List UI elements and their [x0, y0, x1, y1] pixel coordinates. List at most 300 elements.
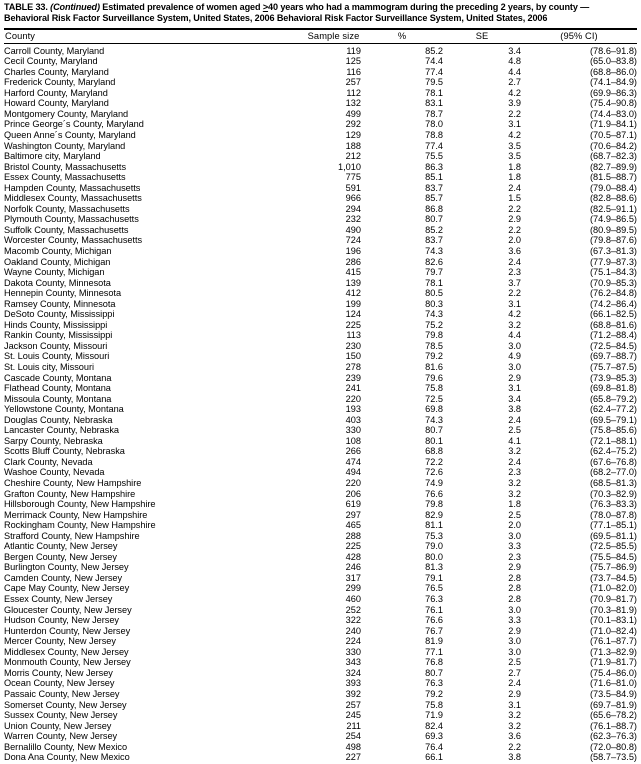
cell-county: Warren County, New Jersey: [4, 731, 118, 742]
cell-county: Wayne County, Michigan: [4, 267, 105, 278]
cell-ci: (76.1–88.7): [590, 720, 637, 731]
cell-county: Clark County, Nevada: [4, 456, 93, 467]
table-row: [4, 478, 637, 489]
cell-se: 3.2: [508, 446, 521, 457]
cell-se: 2.7: [508, 667, 521, 678]
table-row: [4, 731, 637, 742]
table-title: [4, 2, 637, 25]
cell-county: Cascade County, Montana: [4, 372, 112, 383]
table-row: [4, 647, 637, 658]
cell-sample-size: 239: [345, 372, 361, 383]
cell-sample-size: 278: [345, 362, 361, 372]
cell-percent: 77.4: [425, 140, 443, 151]
cell-se: 2.8: [508, 583, 521, 594]
cell-sample-size: 116: [346, 66, 361, 77]
cell-percent: 72.2: [425, 456, 443, 467]
cell-se: 2.5: [508, 509, 521, 520]
table-row: [4, 415, 637, 426]
table-row: [4, 151, 637, 162]
cell-ci: (72.1–88.1): [590, 435, 637, 446]
cell-county: Atlantic County, New Jersey: [4, 541, 118, 552]
table-row: [4, 394, 637, 405]
cell-sample-size: 317: [345, 572, 361, 583]
cell-ci: (58.7–73.5): [590, 752, 637, 763]
prevalence-table: [4, 30, 637, 43]
cell-sample-size: 225: [345, 319, 361, 330]
cell-percent: 80.7: [425, 214, 443, 225]
cell-ci: (69.7–88.7): [590, 351, 637, 362]
cell-se: 3.0: [508, 646, 521, 657]
table-row: [4, 351, 637, 362]
cell-percent: 81.9: [425, 636, 443, 647]
table-row: [4, 700, 637, 711]
column-header-percent: %: [397, 30, 407, 41]
table-row: [4, 541, 637, 552]
cell-se: 2.9: [508, 562, 521, 573]
cell-county: Mercer County, New Jersey: [4, 636, 116, 647]
cell-se: 3.5: [508, 140, 521, 151]
cell-county: Cheshire County, New Hampshire: [4, 478, 142, 489]
cell-percent: 76.8: [425, 657, 443, 668]
cell-ci: (80.9–89.5): [590, 224, 637, 235]
cell-county: Bristol County, Massachusetts: [4, 161, 127, 172]
table-row: [4, 710, 637, 721]
cell-sample-size: 299: [345, 583, 361, 594]
table-row: [4, 130, 637, 141]
cell-se: 3.0: [508, 340, 521, 351]
cell-percent: 79.1: [425, 572, 443, 583]
table-row: [4, 67, 637, 78]
cell-sample-size: 211: [346, 720, 361, 731]
cell-se: 2.3: [508, 551, 521, 562]
cell-sample-size: 724: [345, 235, 361, 246]
cell-county: Merrimack County, New Hampshire: [4, 509, 148, 520]
table-row: [4, 636, 637, 647]
cell-ci: (78.6–91.8): [590, 45, 637, 56]
cell-ci: (77.1–85.1): [590, 520, 637, 531]
cell-ci: (81.5–88.7): [590, 172, 637, 183]
cell-ci: (71.9–81.7): [590, 657, 637, 668]
table-row: [4, 668, 637, 679]
cell-percent: 68.8: [425, 446, 443, 457]
cell-ci: (78.0–87.8): [590, 509, 637, 520]
table-row: [4, 56, 637, 67]
cell-percent: 69.8: [425, 404, 443, 415]
cell-percent: 78.1: [425, 87, 443, 98]
cell-se: 3.2: [508, 720, 521, 731]
cell-percent: 76.1: [425, 604, 443, 615]
cell-sample-size: 330: [345, 646, 361, 657]
table-row: [4, 362, 637, 373]
cell-ci: (73.9–85.3): [590, 372, 637, 383]
cell-percent: 76.7: [425, 625, 443, 636]
cell-percent: 72.6: [425, 467, 443, 478]
cell-ci: (77.9–87.3): [590, 256, 637, 267]
table-row: [4, 457, 637, 468]
table-header: [4, 30, 637, 43]
cell-se: 3.7: [508, 277, 521, 288]
cell-se: 1.8: [508, 499, 521, 510]
table-row: [4, 499, 637, 510]
table-row: [4, 510, 637, 521]
cell-percent: 79.8: [425, 499, 443, 510]
cell-percent: 77.4: [425, 66, 443, 77]
cell-ci: (75.1–84.3): [590, 267, 637, 278]
cell-ci: (68.2–77.0): [590, 467, 637, 478]
table-row: [4, 183, 637, 194]
cell-se: 3.4: [508, 393, 521, 404]
table-row: [4, 246, 637, 257]
cell-sample-size: 403: [345, 414, 361, 425]
cell-county: Bernalillo County, New Mexico: [4, 741, 128, 752]
cell-percent: 80.7: [425, 425, 443, 436]
cell-ci: (69.9–86.3): [590, 87, 637, 98]
cell-county: Macomb County, Michigan: [4, 245, 112, 256]
cell-ci: (75.7–87.5): [590, 362, 637, 372]
cell-sample-size: 150: [345, 351, 361, 362]
cell-se: 3.1: [508, 119, 521, 130]
table-row: [4, 489, 637, 500]
cell-county: Gloucester County, New Jersey: [4, 604, 132, 615]
cell-se: 2.8: [508, 594, 521, 605]
cell-county: St. Louis city, Missouri: [4, 362, 94, 372]
cell-county: Dona Ana County, New Mexico: [4, 752, 130, 763]
cell-county: Prince George´s County, Maryland: [4, 119, 144, 130]
table-row: [4, 88, 637, 99]
cell-ci: (73.5–84.9): [590, 688, 637, 699]
cell-sample-size: 193: [345, 404, 361, 415]
cell-se: 4.2: [508, 87, 521, 98]
cell-county: Howard County, Maryland: [4, 98, 109, 109]
cell-sample-size: 232: [345, 214, 361, 225]
cell-county: Hudson County, New Jersey: [4, 615, 119, 626]
table-row: [4, 98, 637, 109]
table-row: [4, 594, 637, 605]
cell-se: 3.0: [508, 362, 521, 372]
cell-county: Jackson County, Missouri: [4, 340, 108, 351]
cell-percent: 83.7: [425, 235, 443, 246]
cell-county: Monmouth County, New Jersey: [4, 657, 131, 668]
cell-percent: 78.0: [425, 119, 443, 130]
cell-se: 2.4: [508, 678, 521, 689]
cell-se: 2.9: [508, 625, 521, 636]
cell-county: Frederick County, Maryland: [4, 77, 116, 88]
cell-se: 3.0: [508, 530, 521, 541]
cell-sample-size: 212: [345, 151, 361, 162]
cell-sample-size: 775: [345, 172, 361, 183]
table-row: [4, 330, 637, 341]
table-row: [4, 267, 637, 278]
cell-county: Flathead County, Montana: [4, 383, 111, 394]
cell-county: Hinds County, Mississippi: [4, 319, 108, 330]
cell-percent: 75.2: [425, 319, 443, 330]
cell-sample-size: 465: [345, 520, 361, 531]
cell-county: Strafford County, New Hampshire: [4, 530, 140, 541]
cell-county: Camden County, New Jersey: [4, 572, 123, 583]
cell-percent: 74.3: [425, 309, 443, 320]
cell-se: 3.3: [508, 615, 521, 626]
cell-se: 4.1: [508, 435, 521, 446]
cell-percent: 74.4: [425, 56, 443, 67]
cell-county: Cecil County, Maryland: [4, 56, 98, 67]
cell-se: 2.4: [508, 256, 521, 267]
cell-sample-size: 245: [345, 710, 361, 721]
cell-ci: (75.7–86.9): [590, 562, 637, 573]
cell-se: 3.8: [508, 752, 521, 763]
table-body: [4, 46, 637, 763]
table-row: [4, 309, 637, 320]
table-row: [4, 605, 637, 616]
cell-ci: (62.4–75.2): [590, 446, 637, 457]
cell-sample-size: 224: [345, 636, 361, 647]
cell-percent: 82.6: [425, 256, 443, 267]
cell-county: Morris County, New Jersey: [4, 667, 113, 678]
cell-sample-size: 220: [345, 393, 361, 404]
cell-ci: (71.0–82.4): [590, 625, 637, 636]
cell-county: Bergen County, New Jersey: [4, 551, 117, 562]
cell-sample-size: 254: [345, 731, 361, 742]
column-header-county: County: [5, 30, 36, 41]
cell-percent: 74.9: [425, 478, 443, 489]
cell-ci: (69.7–81.9): [590, 699, 637, 710]
table-row: [4, 373, 637, 384]
cell-ci: (69.8–81.8): [590, 383, 637, 394]
cell-ci: (72.5–84.5): [590, 340, 637, 351]
cell-se: 3.1: [508, 699, 521, 710]
cell-ci: (62.3–76.3): [590, 731, 637, 742]
cell-ci: (72.0–80.8): [590, 741, 637, 752]
table-row: [4, 446, 637, 457]
cell-sample-size: 132: [345, 98, 361, 109]
cell-percent: 86.8: [425, 203, 443, 214]
cell-county: Ramsey County, Minnesota: [4, 298, 116, 309]
title-text-part2: 40 years who had a mammogram during the preceding 2 years, by county — Behavioral Risk Factor Surveillance System, United States, 2006 Behavioral Risk Factor Surveillance System, United States, 2006: [4, 2, 590, 24]
title-text-part1: Estimated prevalence of women aged: [102, 2, 263, 12]
cell-sample-size: 124: [345, 309, 361, 320]
cell-se: 1.5: [508, 193, 521, 204]
table-row: [4, 752, 637, 763]
cell-percent: 83.7: [425, 182, 443, 193]
table-row: [4, 172, 637, 183]
cell-percent: 85.7: [425, 193, 443, 204]
cell-county: Oakland County, Michigan: [4, 256, 111, 267]
cell-ci: (79.8–87.6): [590, 235, 637, 246]
cell-percent: 76.5: [425, 583, 443, 594]
cell-county: Plymouth County, Massachusetts: [4, 214, 139, 225]
cell-percent: 81.3: [425, 562, 443, 573]
cell-sample-size: 240: [345, 625, 361, 636]
table-row: [4, 404, 637, 415]
cell-ci: (69.5–79.1): [590, 414, 637, 425]
table-row: [4, 436, 637, 447]
cell-sample-size: 619: [345, 499, 361, 510]
table-row: [4, 742, 637, 753]
cell-county: Montgomery County, Maryland: [4, 108, 129, 119]
cell-sample-size: 112: [346, 87, 361, 98]
cell-county: Scotts Bluff County, Nebraska: [4, 446, 125, 457]
cell-sample-size: 188: [345, 140, 361, 151]
cell-percent: 82.9: [425, 509, 443, 520]
cell-county: Rockingham County, New Hampshire: [4, 520, 156, 531]
table-row: [4, 162, 637, 173]
cell-ci: (71.9–84.1): [590, 119, 637, 130]
column-header-ci: (95% CI): [560, 30, 598, 41]
cell-county: Essex County, New Jersey: [4, 594, 113, 605]
cell-sample-size: 330: [345, 425, 361, 436]
cell-county: Cape May County, New Jersey: [4, 583, 130, 594]
cell-ci: (67.3–81.3): [590, 245, 637, 256]
cell-se: 1.8: [508, 172, 521, 183]
cell-percent: 80.5: [425, 288, 443, 299]
table-row: [4, 531, 637, 542]
cell-percent: 74.3: [425, 414, 443, 425]
cell-ci: (68.5–81.3): [590, 478, 637, 489]
cell-sample-size: 490: [345, 224, 361, 235]
cell-se: 3.2: [508, 319, 521, 330]
cell-county: Charles County, Maryland: [4, 66, 109, 77]
cell-county: Hennepin County, Minnesota: [4, 288, 122, 299]
cell-county: Ocean County, New Jersey: [4, 678, 115, 689]
cell-county: Hunterdon County, New Jersey: [4, 625, 131, 636]
cell-sample-size: 322: [345, 615, 361, 626]
cell-sample-size: 119: [346, 45, 361, 56]
cell-county: Sussex County, New Jersey: [4, 710, 118, 721]
cell-county: Sarpy County, Nebraska: [4, 435, 103, 446]
cell-percent: 79.5: [425, 77, 443, 88]
cell-ci: (62.4–77.2): [590, 404, 637, 415]
cell-se: 2.4: [508, 414, 521, 425]
table-row: [4, 109, 637, 120]
cell-se: 3.0: [508, 604, 521, 615]
cell-sample-size: 292: [345, 119, 361, 130]
table-row: [4, 341, 637, 352]
cell-se: 2.2: [508, 288, 521, 299]
cell-se: 2.3: [508, 267, 521, 278]
cell-se: 3.8: [508, 404, 521, 415]
cell-percent: 76.6: [425, 488, 443, 499]
cell-se: 2.0: [508, 235, 521, 246]
table-row: [4, 214, 637, 225]
cell-sample-size: 460: [345, 594, 361, 605]
cell-se: 2.9: [508, 688, 521, 699]
cell-percent: 83.1: [425, 98, 443, 109]
cell-county: Essex County, Massachusetts: [4, 172, 126, 183]
cell-percent: 86.3: [425, 161, 443, 172]
cell-sample-size: 227: [345, 752, 361, 763]
cell-ci: (71.6–81.0): [590, 678, 637, 689]
cell-se: 2.9: [508, 214, 521, 225]
cell-ci: (70.1–83.1): [590, 615, 637, 626]
cell-se: 3.6: [508, 731, 521, 742]
cell-sample-size: 286: [345, 256, 361, 267]
cell-ci: (73.7–84.5): [590, 572, 637, 583]
cell-percent: 78.1: [425, 277, 443, 288]
table-row: [4, 383, 637, 394]
greater-equal-icon: >: [262, 2, 269, 12]
table-number: TABLE 33.: [4, 2, 48, 12]
cell-sample-size: 246: [345, 562, 361, 573]
cell-sample-size: 412: [345, 288, 361, 299]
cell-ci: (66.1–82.5): [590, 309, 637, 320]
cell-se: 4.4: [508, 330, 521, 341]
cell-percent: 80.1: [425, 435, 443, 446]
cell-se: 2.2: [508, 203, 521, 214]
table-row: [4, 425, 637, 436]
cell-county: Norfolk County, Massachusetts: [4, 203, 130, 214]
cell-sample-size: 230: [345, 340, 361, 351]
cell-ci: (71.3–82.9): [590, 646, 637, 657]
cell-county: Rankin County, Mississippi: [4, 330, 113, 341]
table-row: [4, 204, 637, 215]
cell-se: 2.2: [508, 108, 521, 119]
cell-sample-size: 297: [345, 509, 361, 520]
cell-percent: 76.6: [425, 615, 443, 626]
cell-percent: 74.3: [425, 245, 443, 256]
cell-se: 2.4: [508, 182, 521, 193]
cell-sample-size: 324: [345, 667, 361, 678]
cell-se: 3.2: [508, 478, 521, 489]
cell-se: 3.0: [508, 636, 521, 647]
table-row: [4, 721, 637, 732]
cell-percent: 79.8: [425, 330, 443, 341]
cell-percent: 78.7: [425, 108, 443, 119]
table-row: [4, 520, 637, 531]
cell-se: 4.4: [508, 66, 521, 77]
table-row: [4, 583, 637, 594]
cell-percent: 75.8: [425, 383, 443, 394]
cell-ci: (67.6–76.8): [590, 456, 637, 467]
table-row: [4, 141, 637, 152]
cell-percent: 79.0: [425, 541, 443, 552]
cell-ci: (71.2–88.4): [590, 330, 637, 341]
cell-ci: (71.0–82.0): [590, 583, 637, 594]
cell-percent: 75.8: [425, 699, 443, 710]
cell-se: 3.4: [508, 45, 521, 56]
cell-ci: (68.8–81.6): [590, 319, 637, 330]
cell-se: 4.2: [508, 309, 521, 320]
cell-county: Washoe County, Nevada: [4, 467, 105, 478]
cell-se: 3.1: [508, 298, 521, 309]
cell-ci: (76.1–87.7): [590, 636, 637, 647]
cell-percent: 66.1: [425, 752, 443, 763]
cell-se: 2.8: [508, 572, 521, 583]
cell-county: Dakota County, Minnesota: [4, 277, 111, 288]
cell-se: 4.2: [508, 129, 521, 140]
cell-ci: (75.4–86.0): [590, 667, 637, 678]
cell-sample-size: 196: [345, 245, 361, 256]
table-row: [4, 615, 637, 626]
cell-percent: 76.3: [425, 594, 443, 605]
cell-se: 4.9: [508, 351, 521, 362]
cell-county: DeSoto County, Mississippi: [4, 309, 115, 320]
cell-sample-size: 125: [345, 56, 361, 67]
cell-se: 3.6: [508, 245, 521, 256]
cell-county: Harford County, Maryland: [4, 87, 108, 98]
cell-county: Douglas County, Nebraska: [4, 414, 113, 425]
cell-percent: 79.2: [425, 351, 443, 362]
table-row: [4, 573, 637, 584]
cell-county: Queen Anne´s County, Maryland: [4, 129, 136, 140]
table-row: [4, 562, 637, 573]
cell-ci: (72.5–85.5): [590, 541, 637, 552]
cell-ci: (75.5–84.5): [590, 551, 637, 562]
cell-ci: (74.1–84.9): [590, 77, 637, 88]
cell-ci: (76.3–83.3): [590, 499, 637, 510]
cell-county: Yellowstone County, Montana: [4, 404, 124, 415]
cell-percent: 81.6: [425, 362, 443, 372]
cell-ci: (79.0–88.4): [590, 182, 637, 193]
table-row: [4, 657, 637, 668]
